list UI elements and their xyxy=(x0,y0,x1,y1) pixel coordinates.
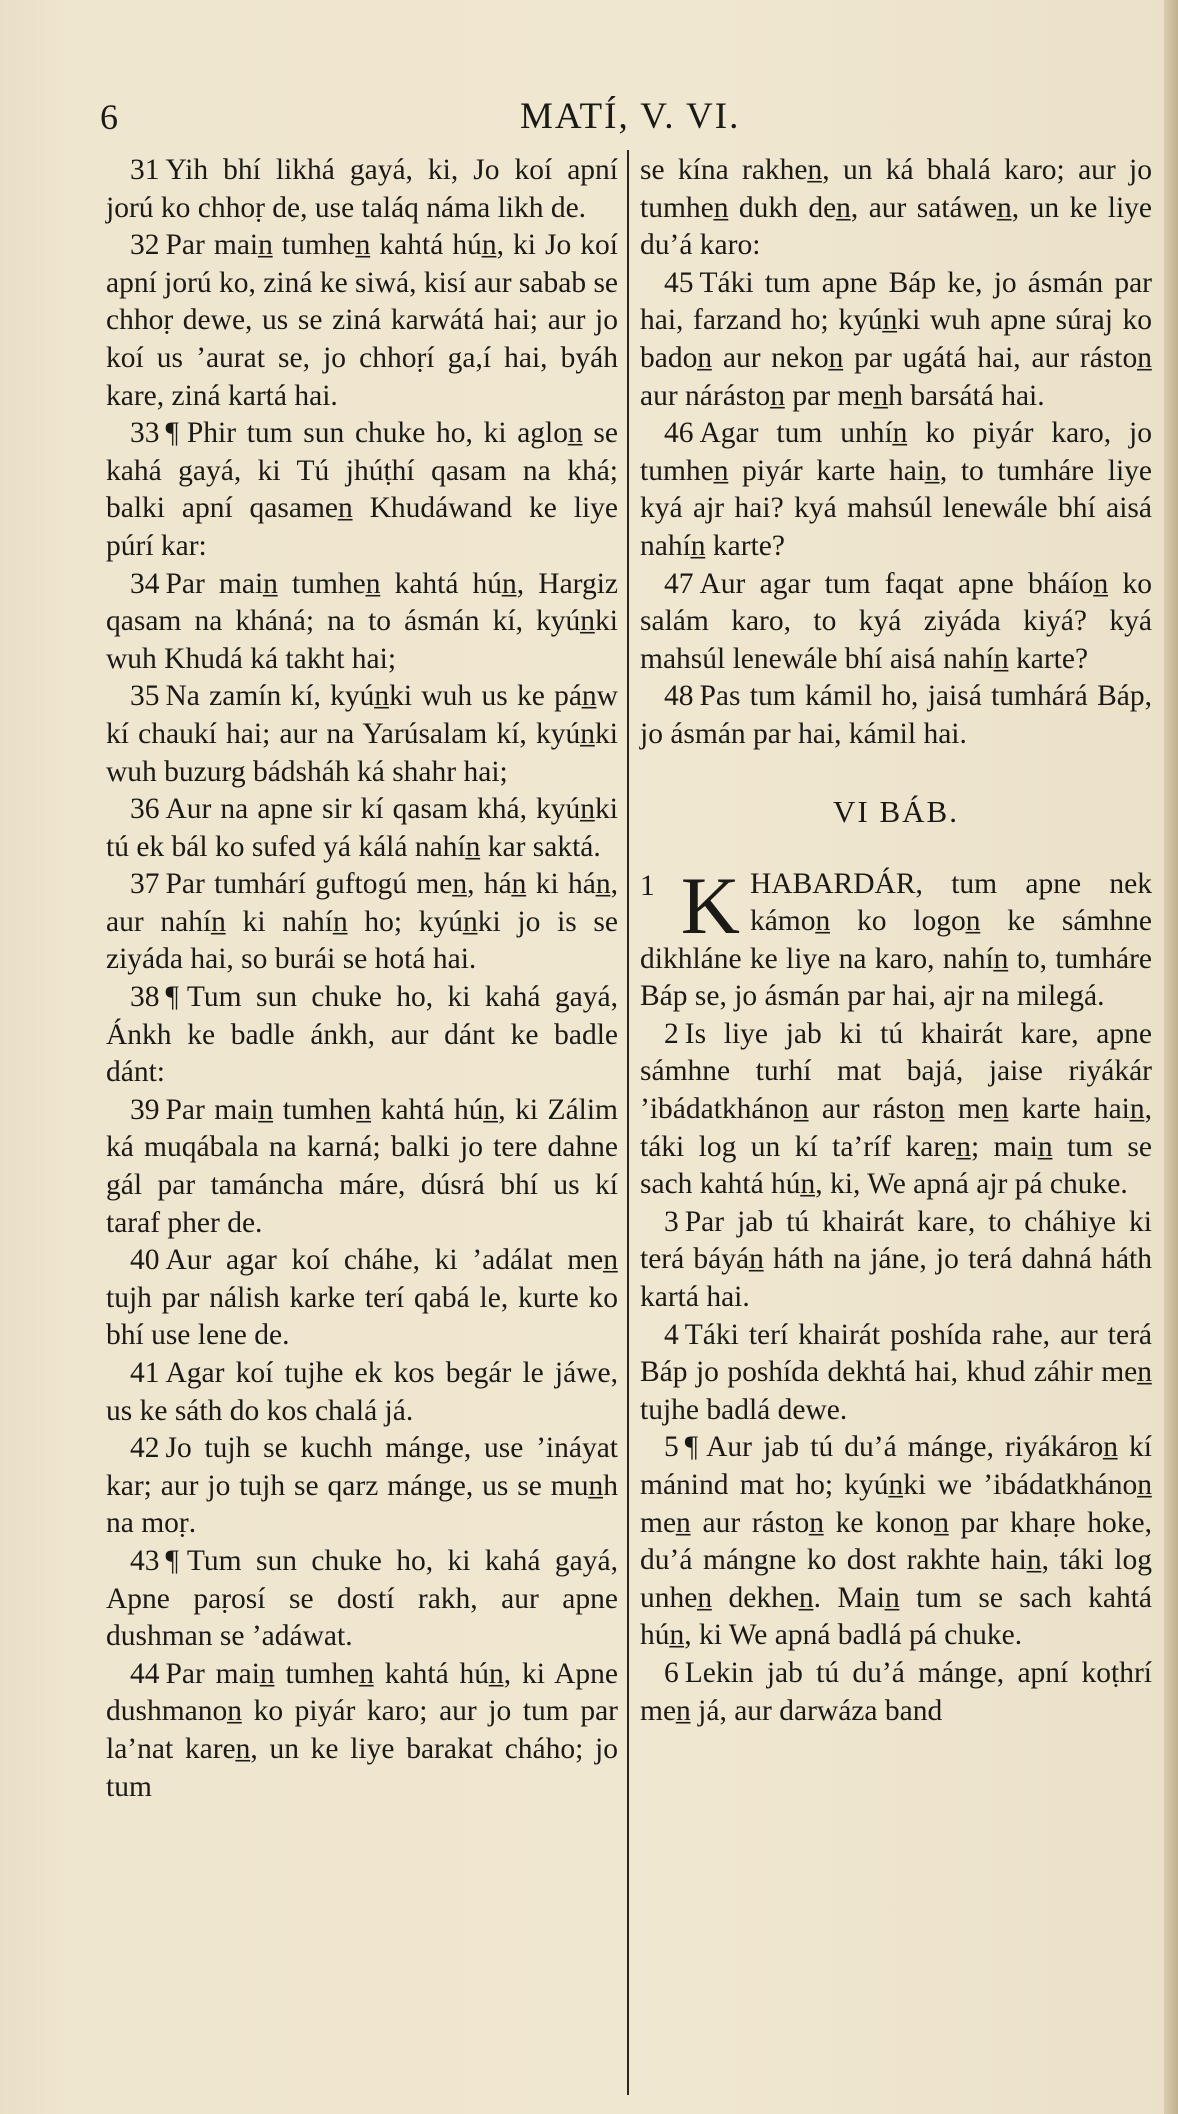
verse xyxy=(106,866,618,979)
verse xyxy=(106,979,618,1092)
right-column xyxy=(640,152,1152,1730)
verse-text: Aur agar tum faqat apne bháíon̲ ko salám karo, to kyá ziyáda kiyá? kyá mahsúl lenewále bhí aisá nahín̲ karte? xyxy=(640,567,1152,675)
pilcrow-mark: ¶ xyxy=(165,1544,179,1577)
verse xyxy=(640,678,1152,753)
verse xyxy=(106,791,618,866)
verse-text: Tum sun chuke ho, ki kahá gayá, Ánkh ke badle ánkh, aur dánt ke badle dánt: xyxy=(106,981,618,1089)
verse-text: Is liye jab ki tú khairát kare, apne sámhne turhí mat bajá, jaise riyákár ’ibádatkhánon̲ aur ráston̲ men̲ karte hain̲, táki log un kí ta’ríf karen̲; main̲ tum se sach kahtá hún̲, ki, We apná ajr pá chuke. xyxy=(640,1017,1152,1201)
verse-number: 33 xyxy=(130,417,160,450)
verse-number: 1 xyxy=(640,869,655,902)
verse xyxy=(106,227,618,415)
verse-text: Phir tum sun chuke ho, ki aglon̲ se kahá gayá, ki Tú jhúṭhí qasam na khá; balki apní qasamen̲ Khudáwand ke liye púrí kar: xyxy=(106,417,618,562)
left-column xyxy=(106,152,618,1806)
verse-text: Aur agar koí cháhe, ki ’adálat men̲ tujh par nálish karke terí qabá le, kurte ko bhí use lene de. xyxy=(106,1244,618,1352)
verse-number: 43 xyxy=(130,1544,160,1577)
verse-number: 44 xyxy=(130,1657,160,1690)
verse-text: Jo tujh se kuchh mánge, use ’ináyat kar; aur jo tujh se qarz mánge, us se mun̲h na moṛ. xyxy=(106,1432,618,1540)
verse-text: Par main̲ tumhen̲ kahtá hún̲, ki Zálim ká muqábala na karná; balki jo tere dahne gál par tamáncha máre, dúsrá bhí us kí taraf pher de. xyxy=(106,1093,618,1239)
verse-text: se kína rakhen̲, un ká bhalá karo; aur jo tumhen̲ dukh den̲, aur satáwen̲, un ke liye du’á karo: xyxy=(640,154,1152,262)
verse-number: 42 xyxy=(130,1432,160,1465)
verse-number: 38 xyxy=(130,981,160,1014)
chapter-heading: VI BÁB. xyxy=(833,793,959,829)
verse-number: 35 xyxy=(130,680,160,713)
verse-number: 45 xyxy=(664,266,694,299)
verse-text: Par jab tú khairát kare, to cháhiye ki terá báyán̲ háth na jáne, jo terá dahná háth kartá hai. xyxy=(640,1205,1152,1314)
verse-text: HABARDÁR, tum apne nek kámon̲ ko logon̲ ke sámhne dikhláne ke liye na karo, nahín̲ to, tumháre Báp se, jo ásmán par hai, ajr na milegá. xyxy=(640,867,1152,1013)
verse-text: Yih bhí likhá gayá, ki, Jo koí apní jorú ko chhoṛ de, use taláq náma likh de. xyxy=(106,154,618,224)
verse xyxy=(640,415,1152,565)
verse xyxy=(640,1317,1152,1430)
verse-number: 41 xyxy=(130,1357,160,1389)
chapter-six-verses xyxy=(640,1016,1152,1730)
verse xyxy=(106,566,618,679)
verse-number: 40 xyxy=(130,1244,160,1277)
drop-cap: K xyxy=(680,859,740,951)
verse xyxy=(106,415,618,565)
verse-number: 47 xyxy=(664,567,694,600)
verse-text: Táki tum apne Báp ke, jo ásmán par hai, farzand ho; kyún̲ki wuh apne súraj ko badon̲ aur nekon̲ par ugátá hai, aur ráston̲ aur náráston̲ par men̲h barsátá hai. xyxy=(640,266,1152,412)
verse-text: Táki terí khairát poshída rahe, aur terá Báp jo poshída dekhtá hai, khud záhir men̲ tujhe badlá dewe. xyxy=(640,1318,1152,1426)
verse-number: 3 xyxy=(664,1205,679,1238)
verse-number: 5 xyxy=(664,1431,679,1464)
verse xyxy=(640,1016,1152,1204)
pilcrow-mark: ¶ xyxy=(684,1431,699,1464)
verse xyxy=(106,152,618,227)
verse-text: Aur jab tú du’á mánge, riyákáron̲ kí mánind mat ho; kyún̲ki we ’ibádatkhánon̲ men̲ aur ráston̲ ke konon̲ par khaṛe hoke, du’á mángne ko dost rakhte hain̲, táki log unhen̲ dekhen̲. Main̲ tum se sach kahtá hún̲, ki We apná badlá pá chuke. xyxy=(640,1431,1152,1652)
verse-number: 6 xyxy=(664,1656,679,1689)
page-number: 6 xyxy=(100,97,118,137)
page-header xyxy=(0,92,1178,142)
verse-text: Na zamín kí, kyún̲ki wuh us ke pán̲w kí chaukí hai; aur na Yarúsalam kí, kyún̲ki wuh buzurg bádsháh ká shahr hai; xyxy=(106,680,618,788)
verse xyxy=(640,152,1152,265)
verse-text: Agar koí tujhe ek kos begár le jáwe, us ke sáth do kos chalá já. xyxy=(106,1357,618,1427)
running-title: MATÍ, V. VI. xyxy=(520,96,741,137)
verse xyxy=(106,1430,618,1543)
verse xyxy=(640,1655,1152,1730)
verse-number: 37 xyxy=(130,868,160,901)
pilcrow-mark: ¶ xyxy=(165,417,179,450)
verse-text: Aur na apne sir kí qasam khá, kyún̲ki tú ek bál ko sufed yá kálá nahín̲ kar saktá. xyxy=(106,793,618,863)
verse-number: 39 xyxy=(130,1093,160,1126)
verse-number: 31 xyxy=(130,154,160,186)
page-edge-shadow xyxy=(1164,0,1178,2114)
verse-text: Par tumhárí guftogú men̲, hán̲ ki hán̲, aur nahín̲ ki nahín̲ ho; kyún̲ki jo is se ziyáda hai, so burái se hotá hai. xyxy=(106,868,618,976)
verse-number: 32 xyxy=(130,229,160,262)
verse-text: Par main̲ tumhen̲ kahtá hún̲, ki Jo koí apní jorú ko, ziná ke siwá, kisí aur sabab se chhoṛ dewe, us se ziná karwátá hai; aur jo koí us ’aurat se, jo chhoṛí ga,í hai, byáh kare, ziná kartá hai. xyxy=(106,229,619,412)
chapter-opening-verse xyxy=(640,859,1152,1016)
verse-number: 2 xyxy=(664,1017,679,1050)
verse xyxy=(106,1092,618,1242)
verse-text: Pas tum kámil ho, jaisá tumhárá Báp, jo ásmán par hai, kámil hai. xyxy=(640,680,1152,750)
verse xyxy=(640,1204,1152,1317)
verse-text: Tum sun chuke ho, ki kahá gayá, Apne paṛosí se dostí rakh, aur apne dushman se ’adáwat. xyxy=(106,1544,618,1653)
pilcrow-mark: ¶ xyxy=(165,981,179,1014)
verse-text: Lekin jab tú du’á mánge, apní koṭhrí men̲ já, aur darwáza band xyxy=(640,1656,1152,1727)
verse xyxy=(106,1242,618,1355)
column-divider xyxy=(627,150,629,2095)
verse-text: Par main̲ tumhen̲ kahtá hún̲, ki Apne dushmanon̲ ko piyár karo; aur jo tum par la’nat karen̲, un ke liye barakat cháho; jo tum xyxy=(106,1657,618,1803)
verse-number: 36 xyxy=(130,793,160,826)
verse-text: Par main̲ tumhen̲ kahtá hún̲, Hargiz qasam na kháná; na to ásmán kí, kyún̲ki wuh Khudá ká takht hai; xyxy=(106,567,618,675)
verse-number: 48 xyxy=(664,680,694,713)
verse-number: 4 xyxy=(664,1318,679,1351)
chapter-five-continuation xyxy=(640,152,1152,754)
verse xyxy=(106,678,618,791)
verse xyxy=(640,566,1152,679)
verse-text: Agar tum unhín̲ ko piyár karo, jo tumhen̲ piyár karte hain̲, to tumháre liye kyá ajr hai? kyá mahsúl lenewále bhí aisá nahín̲ karte? xyxy=(640,417,1152,562)
verse-number: 34 xyxy=(130,567,160,600)
verse xyxy=(106,1543,618,1656)
verse xyxy=(106,1355,618,1430)
verse-number: 46 xyxy=(664,417,694,450)
verse xyxy=(640,265,1152,415)
verse xyxy=(106,1656,618,1806)
verse xyxy=(640,1429,1152,1655)
